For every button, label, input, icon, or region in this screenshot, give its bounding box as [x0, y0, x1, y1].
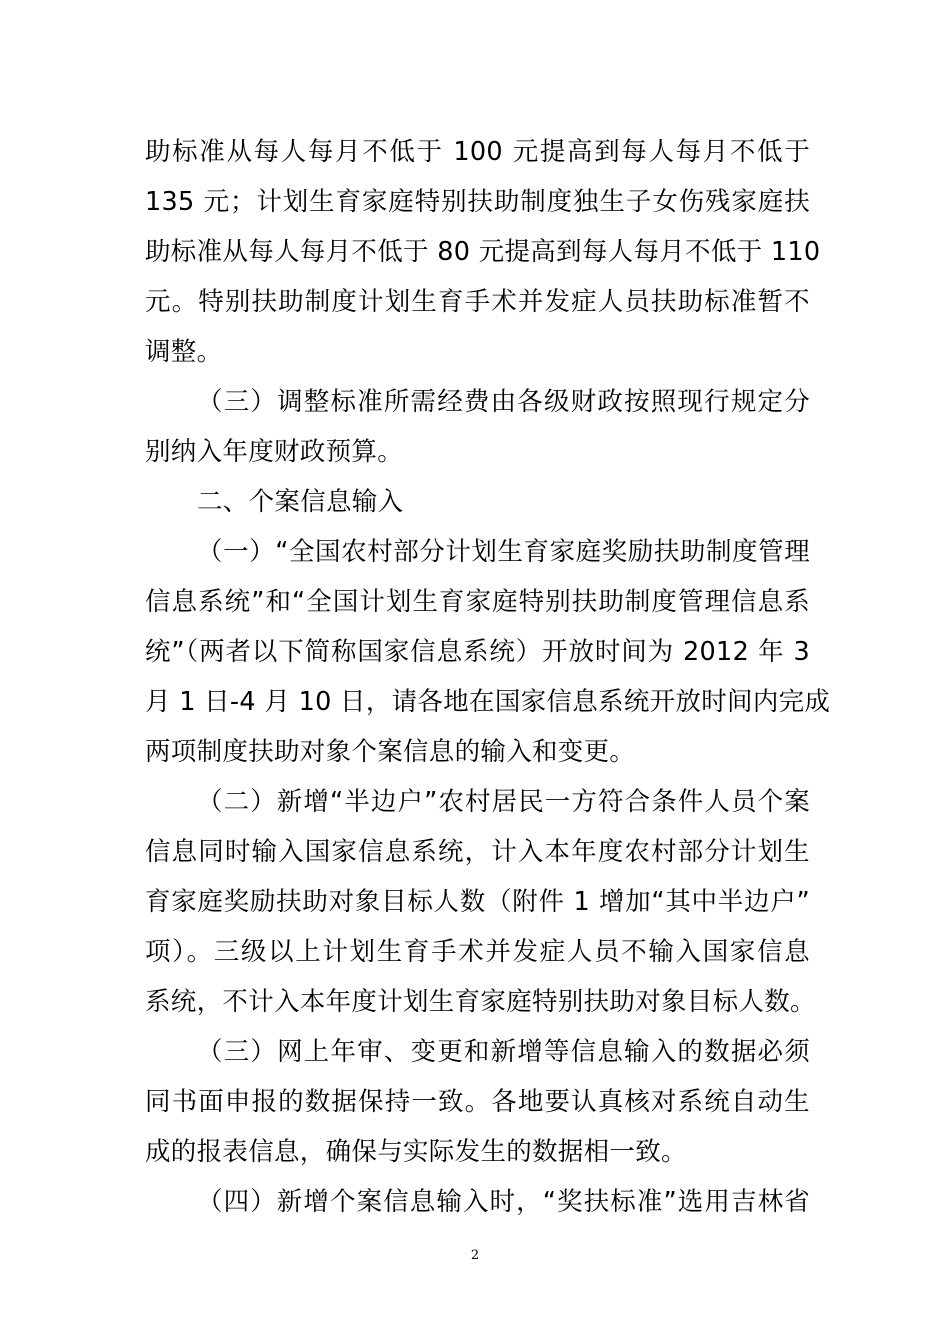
text-line: 助标准从每人每月不低于 100 元提高到每人每月不低于	[145, 137, 810, 167]
text-line: （四）新增个案信息输入时，“奖扶标准”选用吉林省	[197, 1187, 810, 1217]
text-line: 元。特别扶助制度计划生育手术并发症人员扶助标准暂不	[145, 287, 810, 317]
text-line: 项）。三级以上计划生育手术并发症人员不输入国家信息	[145, 937, 810, 967]
text-line: （二）新增“半边户”农村居民一方符合条件人员个案	[197, 787, 810, 817]
text-line: 两项制度扶助对象个案信息的输入和变更。	[145, 737, 636, 767]
text-line: （一）“全国农村部分计划生育家庭奖励扶助制度管理	[197, 537, 810, 567]
text-line: （三）网上年审、变更和新增等信息输入的数据必须	[197, 1037, 810, 1067]
text-line: 月 1 日-4 月 10 日，请各地在国家信息系统开放时间内完成	[145, 687, 831, 717]
text-line: 成的报表信息，确保与实际发生的数据相一致。	[145, 1137, 687, 1167]
section-heading: 二、个案信息输入	[197, 487, 404, 517]
text-line: 135 元；计划生育家庭特别扶助制度独生子女伤残家庭扶	[145, 187, 810, 217]
text-line: 同书面申报的数据保持一致。各地要认真核对系统自动生	[145, 1087, 810, 1117]
text-line: 系统，不计入本年度计划生育家庭特别扶助对象目标人数。	[145, 987, 816, 1017]
page-number: 2	[470, 1248, 480, 1263]
text-line: 助标准从每人每月不低于 80 元提高到每人每月不低于 110	[145, 237, 821, 267]
text-line: 调整。	[145, 337, 223, 367]
text-line: （三）调整标准所需经费由各级财政按照现行规定分	[197, 387, 810, 417]
text-line: 育家庭奖励扶助对象目标人数（附件 1 增加“其中半边户”	[145, 887, 810, 917]
text-line: 统”（两者以下简称国家信息系统）开放时间为 2012 年 3	[145, 637, 810, 667]
text-line: 信息系统”和“全国计划生育家庭特别扶助制度管理信息系	[145, 587, 810, 617]
text-line: 信息同时输入国家信息系统，计入本年度农村部分计划生	[145, 837, 810, 867]
text-line: 别纳入年度财政预算。	[145, 437, 404, 467]
